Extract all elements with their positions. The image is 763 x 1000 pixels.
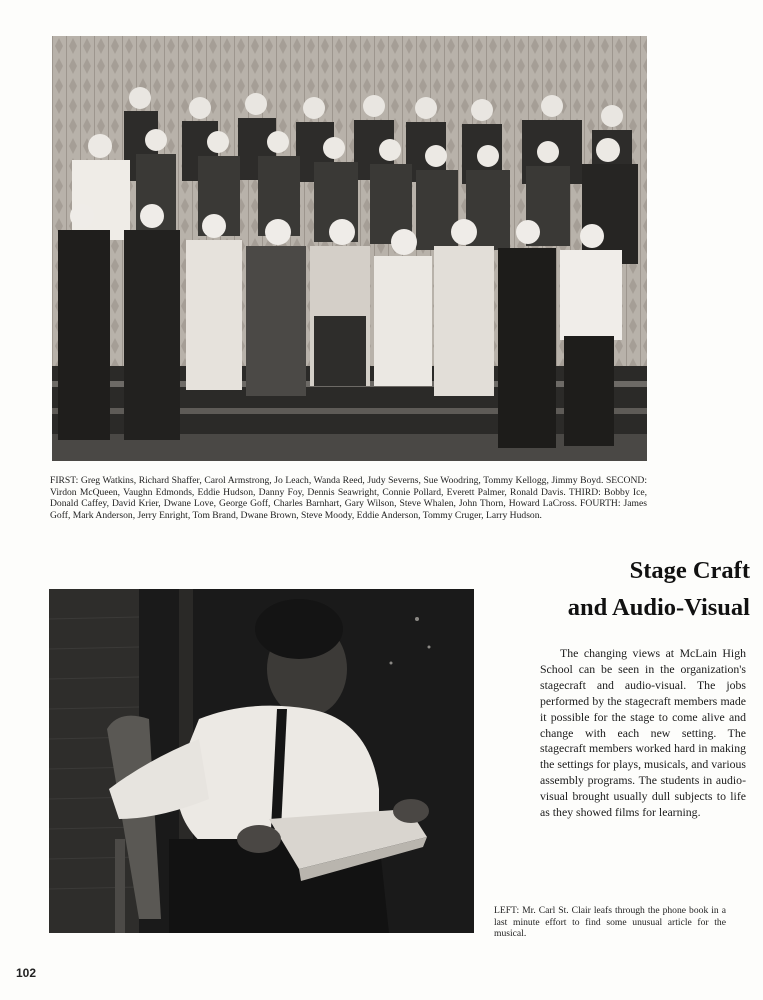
article-body: The changing views at McLain High School can be seen in the organization's stagecraft and audio-visual. The jobs performed by the stagecraft members made it possible for the stage to come alive and change with each new setting. The stagecraft members worked hard in making the settings for plays, musicals, and various assembly programs. The students in audio-visual brought usually dull subjects to life as they showed films for learning. [540, 646, 746, 820]
article-heading [495, 552, 750, 626]
group-photo-illustration [52, 36, 647, 461]
stage-craft-photo [49, 589, 474, 933]
article-heading-line1: Stage Craft [629, 557, 750, 584]
stage-craft-photo-illustration [49, 589, 474, 933]
group-photo-caption: FIRST: Greg Watkins, Richard Shaffer, Carol Armstrong, Jo Leach, Wanda Reed, Judy Severns, Sue Woodring, Tommy Kellogg, Jimmy Boyd. SECOND: Virdon McQueen, Vaughn Edmonds, Eddie Hudson, Danny Foy, Dennis Seawright, Connie Pollard, Everett Palmer, Ronald Davis. THIRD: Bobby Ice, Donald Caffey, David Krier, Dwane Love, George Goff, Charles Barnhart, Gary Wilson, Steve Whalen, John Thorn, Howard LaCross. FOURTH: James Goff, Mark Anderson, Jerry Enright, Tom Brand, Dwane Brown, Steve Moody, Eddie Anderson, Tommy Cruger, Larry Hudson. [50, 475, 647, 521]
article-heading-line2: and Audio-Visual [567, 594, 750, 621]
stage-craft-photo-caption: LEFT: Mr. Carl St. Clair leafs through the phone book in a last minute effort to find some unusual article for the musical. [494, 905, 726, 940]
group-photo [52, 36, 647, 461]
page-number: 102 [16, 966, 37, 980]
